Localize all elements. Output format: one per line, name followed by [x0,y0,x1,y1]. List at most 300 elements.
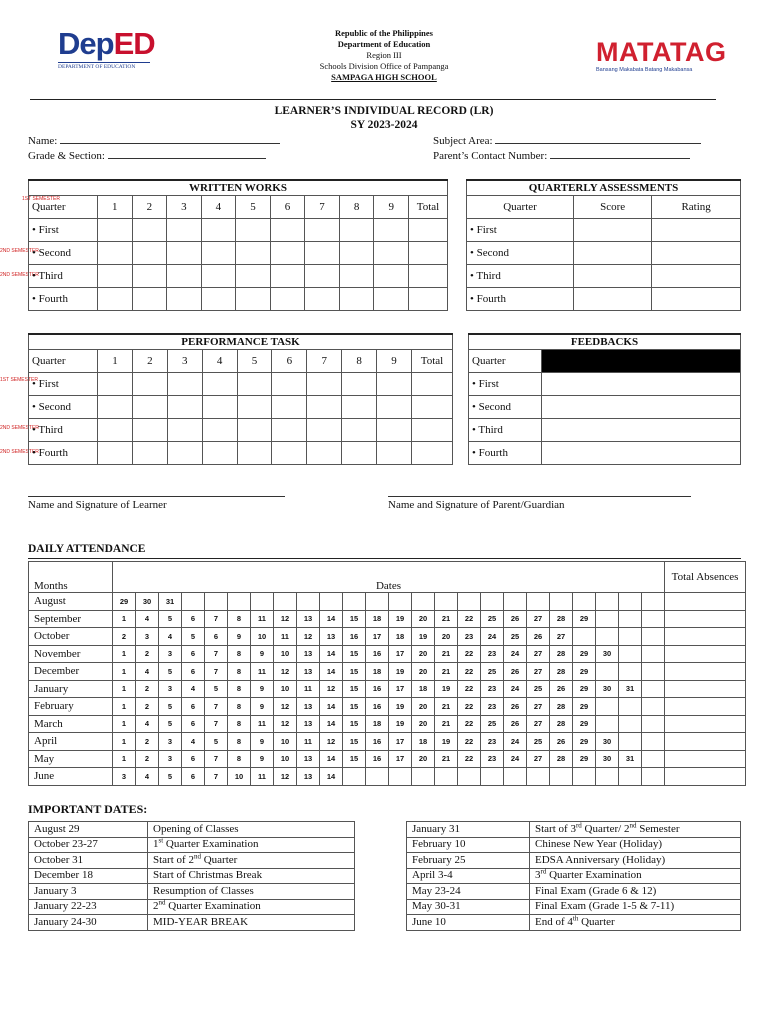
attendance-date-cell [642,680,665,698]
attendance-date-cell: 26 [550,680,573,698]
attendance-date-cell [642,750,665,768]
important-event: Final Exam (Grade 6 & 12) [530,884,741,900]
attendance-date-cell: 25 [481,663,504,681]
attendance-date-cell [412,593,435,611]
attendance-date-cell [596,610,619,628]
attendance-date-cell: 16 [366,750,389,768]
attendance-date-cell: 19 [389,698,412,716]
attendance-date-cell: 6 [182,645,205,663]
attendance-date-cell: 30 [596,645,619,663]
attendance-date-cell [642,733,665,751]
attendance-date-cell: 20 [412,663,435,681]
attendance-date-cell [297,593,320,611]
attendance-date-cell: 8 [228,645,251,663]
pt-header: Total [412,350,453,373]
attendance-date-cell: 11 [251,768,274,786]
attendance-date-cell: 5 [205,680,228,698]
pt-header: 8 [342,350,377,373]
attendance-date-cell: 24 [504,680,527,698]
total-absences-cell [665,715,746,733]
feedbacks-table [468,333,741,465]
attendance-date-cell: 1 [113,698,136,716]
attendance-date-cell: 31 [619,680,642,698]
attendance-date-cell: 12 [274,663,297,681]
semester-label: 1ST SEMESTER [22,196,60,202]
attendance-date-cell: 12 [274,715,297,733]
attendance-date-cell: 9 [228,628,251,646]
pt-quarter: • First [29,373,98,396]
attendance-date-cell [596,768,619,786]
attendance-date-cell [343,593,366,611]
attendance-month: February [29,698,113,716]
pt-quarter: • Second [29,396,98,419]
attendance-date-cell: 7 [205,698,228,716]
attendance-date-cell [596,698,619,716]
qa-quarter: • Fourth [467,288,574,311]
attendance-date-cell: 20 [412,645,435,663]
attendance-date-cell: 26 [504,698,527,716]
attendance-date-cell: 15 [343,715,366,733]
attendance-date-cell: 27 [527,610,550,628]
attendance-date-cell: 3 [136,628,159,646]
pt-header: 5 [237,350,272,373]
event-text: Start of 3 [535,822,576,835]
fb-quarter: • First [469,373,542,396]
attendance-date-cell: 19 [435,733,458,751]
attendance-date-cell [481,768,504,786]
pt-header: 1 [98,350,133,373]
total-absences-cell [665,733,746,751]
ww-header: 2 [132,196,167,219]
important-date: October 31 [29,853,148,869]
attendance-date-cell: 15 [343,733,366,751]
attendance-date-cell [619,610,642,628]
qa-quarter: • First [467,219,574,242]
attendance-date-cell: 1 [113,645,136,663]
attendance-date-cell: 18 [366,715,389,733]
fb-quarter: • Third [469,419,542,442]
attendance-row [29,698,746,716]
learner-signature-label: Name and Signature of Learner [28,499,167,511]
attendance-date-cell: 6 [205,628,228,646]
attendance-month: April [29,733,113,751]
attendance-date-cell: 17 [389,733,412,751]
subject-area-label: Subject Area: [433,135,493,147]
attendance-date-cell: 3 [159,750,182,768]
total-absences-cell [665,680,746,698]
attendance-month: June [29,768,113,786]
attendance-date-cell: 5 [205,733,228,751]
attendance-date-cell: 15 [343,663,366,681]
attendance-date-cell: 25 [481,610,504,628]
letterhead-line: Republic of the Philippines [334,28,433,38]
attendance-table [28,561,746,786]
attendance-date-cell [389,593,412,611]
attendance-date-cell: 15 [343,750,366,768]
attendance-date-cell: 9 [251,680,274,698]
attendance-date-cell: 6 [182,715,205,733]
important-date-row [29,868,355,884]
attendance-date-cell: 10 [274,645,297,663]
attendance-date-cell: 8 [228,610,251,628]
important-date: October 23-27 [29,837,148,853]
attendance-date-cell: 4 [159,628,182,646]
attendance-date-cell: 4 [136,610,159,628]
attendance-date-cell [481,593,504,611]
important-event: MID-YEAR BREAK [148,915,355,931]
semester-label: 2ND SEMESTER [0,248,39,254]
fb-header-filled [542,350,741,373]
event-text: End of 4 [535,915,573,928]
pt-header: 4 [202,350,237,373]
dates-header: Dates [113,562,665,593]
attendance-date-cell: 12 [274,768,297,786]
attendance-date-cell: 27 [527,663,550,681]
event-text: Quarter [200,853,238,866]
attendance-date-cell: 13 [297,645,320,663]
attendance-date-cell: 23 [481,645,504,663]
event-ordinal-suffix: nd [629,821,637,830]
attendance-date-cell [412,768,435,786]
attendance-date-cell: 2 [136,698,159,716]
fb-quarter: • Second [469,396,542,419]
attendance-date-cell: 8 [228,663,251,681]
important-event: EDSA Anniversary (Holiday) [530,853,741,869]
attendance-date-cell: 6 [182,663,205,681]
attendance-date-cell [642,715,665,733]
attendance-date-cell: 14 [320,663,343,681]
attendance-date-cell [228,593,251,611]
pt-header: 6 [272,350,307,373]
important-date: January 22-23 [29,899,148,915]
important-date-row [407,884,741,900]
attendance-date-cell: 4 [136,715,159,733]
attendance-date-cell: 17 [366,628,389,646]
attendance-date-cell: 6 [182,698,205,716]
attendance-date-cell: 10 [274,733,297,751]
important-date: February 10 [407,837,530,853]
attendance-date-cell: 18 [412,680,435,698]
important-date: May 30-31 [407,899,530,915]
attendance-date-cell: 24 [504,750,527,768]
attendance-month: November [29,645,113,663]
attendance-date-cell [642,698,665,716]
attendance-date-cell: 2 [113,628,136,646]
attendance-date-cell [458,768,481,786]
attendance-date-cell: 12 [274,698,297,716]
letterhead-line: Schools Division Office of Pampanga [319,61,449,71]
attendance-date-cell: 26 [504,610,527,628]
attendance-date-cell: 18 [366,663,389,681]
attendance-month: March [29,715,113,733]
attendance-month: October [29,628,113,646]
attendance-date-cell [573,768,596,786]
attendance-date-cell: 27 [527,715,550,733]
attendance-date-cell: 21 [435,645,458,663]
attendance-date-cell: 19 [389,663,412,681]
event-text: Quarter Examination [163,838,259,851]
attendance-date-cell: 20 [412,715,435,733]
important-date: December 18 [29,868,148,884]
attendance-date-cell: 14 [320,715,343,733]
event-ordinal-suffix: nd [193,852,201,861]
important-date-row [29,837,355,853]
attendance-month: August [29,593,113,611]
attendance-date-cell: 18 [412,733,435,751]
attendance-title: DAILY ATTENDANCE [28,543,146,555]
attendance-date-cell: 26 [527,628,550,646]
deped-logo [58,28,158,78]
event-text: Quarter/ 2 [581,822,630,835]
attendance-date-cell [435,768,458,786]
attendance-date-cell: 30 [596,750,619,768]
attendance-date-cell: 7 [205,750,228,768]
attendance-date-cell: 19 [435,680,458,698]
ww-header: Quarter [29,196,98,219]
attendance-row [29,645,746,663]
parent-contact-field[interactable] [433,148,690,164]
attendance-date-cell: 22 [458,715,481,733]
attendance-date-cell: 5 [159,698,182,716]
attendance-date-cell: 22 [458,680,481,698]
attendance-date-cell: 27 [527,698,550,716]
attendance-date-cell: 6 [182,750,205,768]
attendance-date-cell: 11 [251,715,274,733]
attendance-date-cell: 22 [458,733,481,751]
attendance-date-cell: 14 [320,698,343,716]
attendance-month: December [29,663,113,681]
important-date-row [29,853,355,869]
attendance-date-cell [619,593,642,611]
important-date-row [407,822,741,838]
attendance-date-cell: 7 [205,768,228,786]
ww-header: 1 [98,196,133,219]
important-date-row [407,899,741,915]
attendance-date-cell: 2 [136,733,159,751]
attendance-date-cell: 23 [481,733,504,751]
attendance-date-cell: 1 [113,733,136,751]
attendance-date-cell: 31 [159,593,182,611]
attendance-date-cell: 24 [481,628,504,646]
attendance-date-cell: 26 [504,663,527,681]
header-rule [30,99,716,100]
ww-header: 5 [236,196,271,219]
attendance-date-cell [320,593,343,611]
attendance-date-cell: 25 [481,715,504,733]
attendance-date-cell [642,610,665,628]
attendance-date-cell: 21 [435,750,458,768]
attendance-date-cell [642,628,665,646]
ww-header: 3 [167,196,202,219]
attendance-date-cell: 29 [573,750,596,768]
attendance-row [29,768,746,786]
name-field[interactable] [28,133,280,149]
grade-section-field[interactable] [28,148,266,164]
important-event: Chinese New Year (Holiday) [530,837,741,853]
qa-quarter: • Second [467,242,574,265]
attendance-date-cell: 9 [251,645,274,663]
attendance-date-cell: 3 [159,733,182,751]
important-event [148,899,355,915]
important-event: Resumption of Classes [148,884,355,900]
fb-header: Quarter [469,350,542,373]
attendance-date-cell: 13 [297,715,320,733]
attendance-row [29,663,746,681]
important-date-row [29,884,355,900]
attendance-date-cell: 8 [228,715,251,733]
attendance-date-cell: 7 [205,645,228,663]
attendance-date-cell: 11 [274,628,297,646]
important-dates-left-table [28,821,355,931]
total-absences-cell [665,663,746,681]
attendance-date-cell [573,593,596,611]
attendance-date-cell: 17 [389,645,412,663]
attendance-date-cell [619,663,642,681]
attendance-date-cell: 11 [297,733,320,751]
pt-header: Quarter [29,350,98,373]
quarterly-assessments-table [466,179,741,311]
attendance-date-cell [642,645,665,663]
attendance-date-cell: 4 [136,768,159,786]
attendance-date-cell: 13 [297,610,320,628]
attendance-date-cell: 3 [159,680,182,698]
attendance-date-cell: 3 [159,645,182,663]
important-date-row [407,837,741,853]
attendance-date-cell: 9 [251,733,274,751]
attendance-date-cell: 8 [228,733,251,751]
attendance-date-cell: 7 [205,715,228,733]
attendance-date-cell [596,628,619,646]
attendance-rule [28,558,741,559]
attendance-date-cell: 29 [573,698,596,716]
performance-title: PERFORMANCE TASK [29,334,453,350]
attendance-date-cell: 13 [297,663,320,681]
attendance-date-cell: 15 [343,698,366,716]
attendance-date-cell: 10 [228,768,251,786]
attendance-date-cell: 30 [596,680,619,698]
attendance-date-cell [274,593,297,611]
attendance-date-cell: 4 [182,733,205,751]
attendance-date-cell: 27 [527,645,550,663]
written-works-table [28,179,448,311]
attendance-date-cell: 23 [481,680,504,698]
attendance-date-cell: 19 [412,628,435,646]
attendance-date-cell: 11 [251,663,274,681]
ww-quarter: • First [29,219,98,242]
event-text: 2 [153,900,159,913]
fb-quarter: • Fourth [469,442,542,465]
attendance-date-cell [642,663,665,681]
quarterly-title: QUARTERLY ASSESSMENTS [467,180,741,196]
matatag-logo [596,38,736,73]
parent-contact-label: Parent’s Contact Number: [433,150,548,162]
attendance-date-cell [182,593,205,611]
ww-header: 8 [339,196,374,219]
event-text: Quarter [578,915,615,928]
ww-header: 7 [305,196,340,219]
subject-area-field[interactable] [433,133,701,149]
attendance-date-cell: 3 [113,768,136,786]
important-dates-right-table [406,821,741,931]
attendance-date-cell: 22 [458,750,481,768]
attendance-date-cell: 22 [458,610,481,628]
attendance-date-cell [642,768,665,786]
attendance-date-cell [504,768,527,786]
deped-logo-text-b: ED [113,26,155,61]
attendance-row [29,593,746,611]
attendance-date-cell: 2 [136,750,159,768]
attendance-date-cell: 17 [389,750,412,768]
attendance-date-cell: 5 [182,628,205,646]
attendance-date-cell: 13 [297,768,320,786]
attendance-date-cell: 28 [550,698,573,716]
performance-task-table [28,333,453,465]
ww-quarter: • Second [29,242,98,265]
attendance-date-cell: 9 [251,750,274,768]
attendance-date-cell: 2 [136,645,159,663]
attendance-date-cell [642,593,665,611]
attendance-date-cell: 27 [550,628,573,646]
event-text: Start of 2 [153,853,194,866]
attendance-date-cell [619,768,642,786]
parent-signature-line [388,496,691,497]
attendance-date-cell: 15 [343,645,366,663]
attendance-date-cell: 8 [228,680,251,698]
attendance-date-cell: 28 [550,715,573,733]
subject-area-line [495,133,701,144]
school-name: SAMPAGA HIGH SCHOOL [331,72,437,82]
grade-section-label: Grade & Section: [28,150,105,162]
attendance-date-cell [550,593,573,611]
attendance-date-cell: 14 [320,610,343,628]
total-absences-cell [665,768,746,786]
important-date: June 10 [407,915,530,931]
attendance-row [29,715,746,733]
important-date-row [407,915,741,931]
ww-header: 4 [201,196,236,219]
attendance-date-cell [619,698,642,716]
attendance-date-cell: 4 [136,663,159,681]
attendance-date-cell: 29 [573,715,596,733]
attendance-date-cell: 19 [389,610,412,628]
attendance-date-cell [366,593,389,611]
attendance-row [29,628,746,646]
event-text: Semester [636,822,680,835]
important-event: Opening of Classes [148,822,355,838]
important-dates-title: IMPORTANT DATES: [28,802,148,816]
written-works-title: WRITTEN WORKS [29,180,448,196]
attendance-date-cell: 13 [297,750,320,768]
attendance-date-cell [619,715,642,733]
important-event: Start of Christmas Break [148,868,355,884]
attendance-date-cell: 9 [251,698,274,716]
attendance-date-cell: 24 [504,733,527,751]
attendance-date-cell: 22 [458,645,481,663]
attendance-date-cell: 1 [113,610,136,628]
attendance-date-cell: 4 [182,680,205,698]
attendance-date-cell: 20 [435,628,458,646]
attendance-date-cell: 5 [159,715,182,733]
pt-header: 3 [167,350,202,373]
ww-quarter: • Fourth [29,288,98,311]
important-event [148,853,355,869]
feedbacks-title: FEEDBACKS [469,334,741,350]
pt-quarter: • Third [29,419,98,442]
attendance-date-cell: 26 [550,733,573,751]
attendance-date-cell: 1 [113,680,136,698]
pt-header: 7 [307,350,342,373]
attendance-date-cell [205,593,228,611]
